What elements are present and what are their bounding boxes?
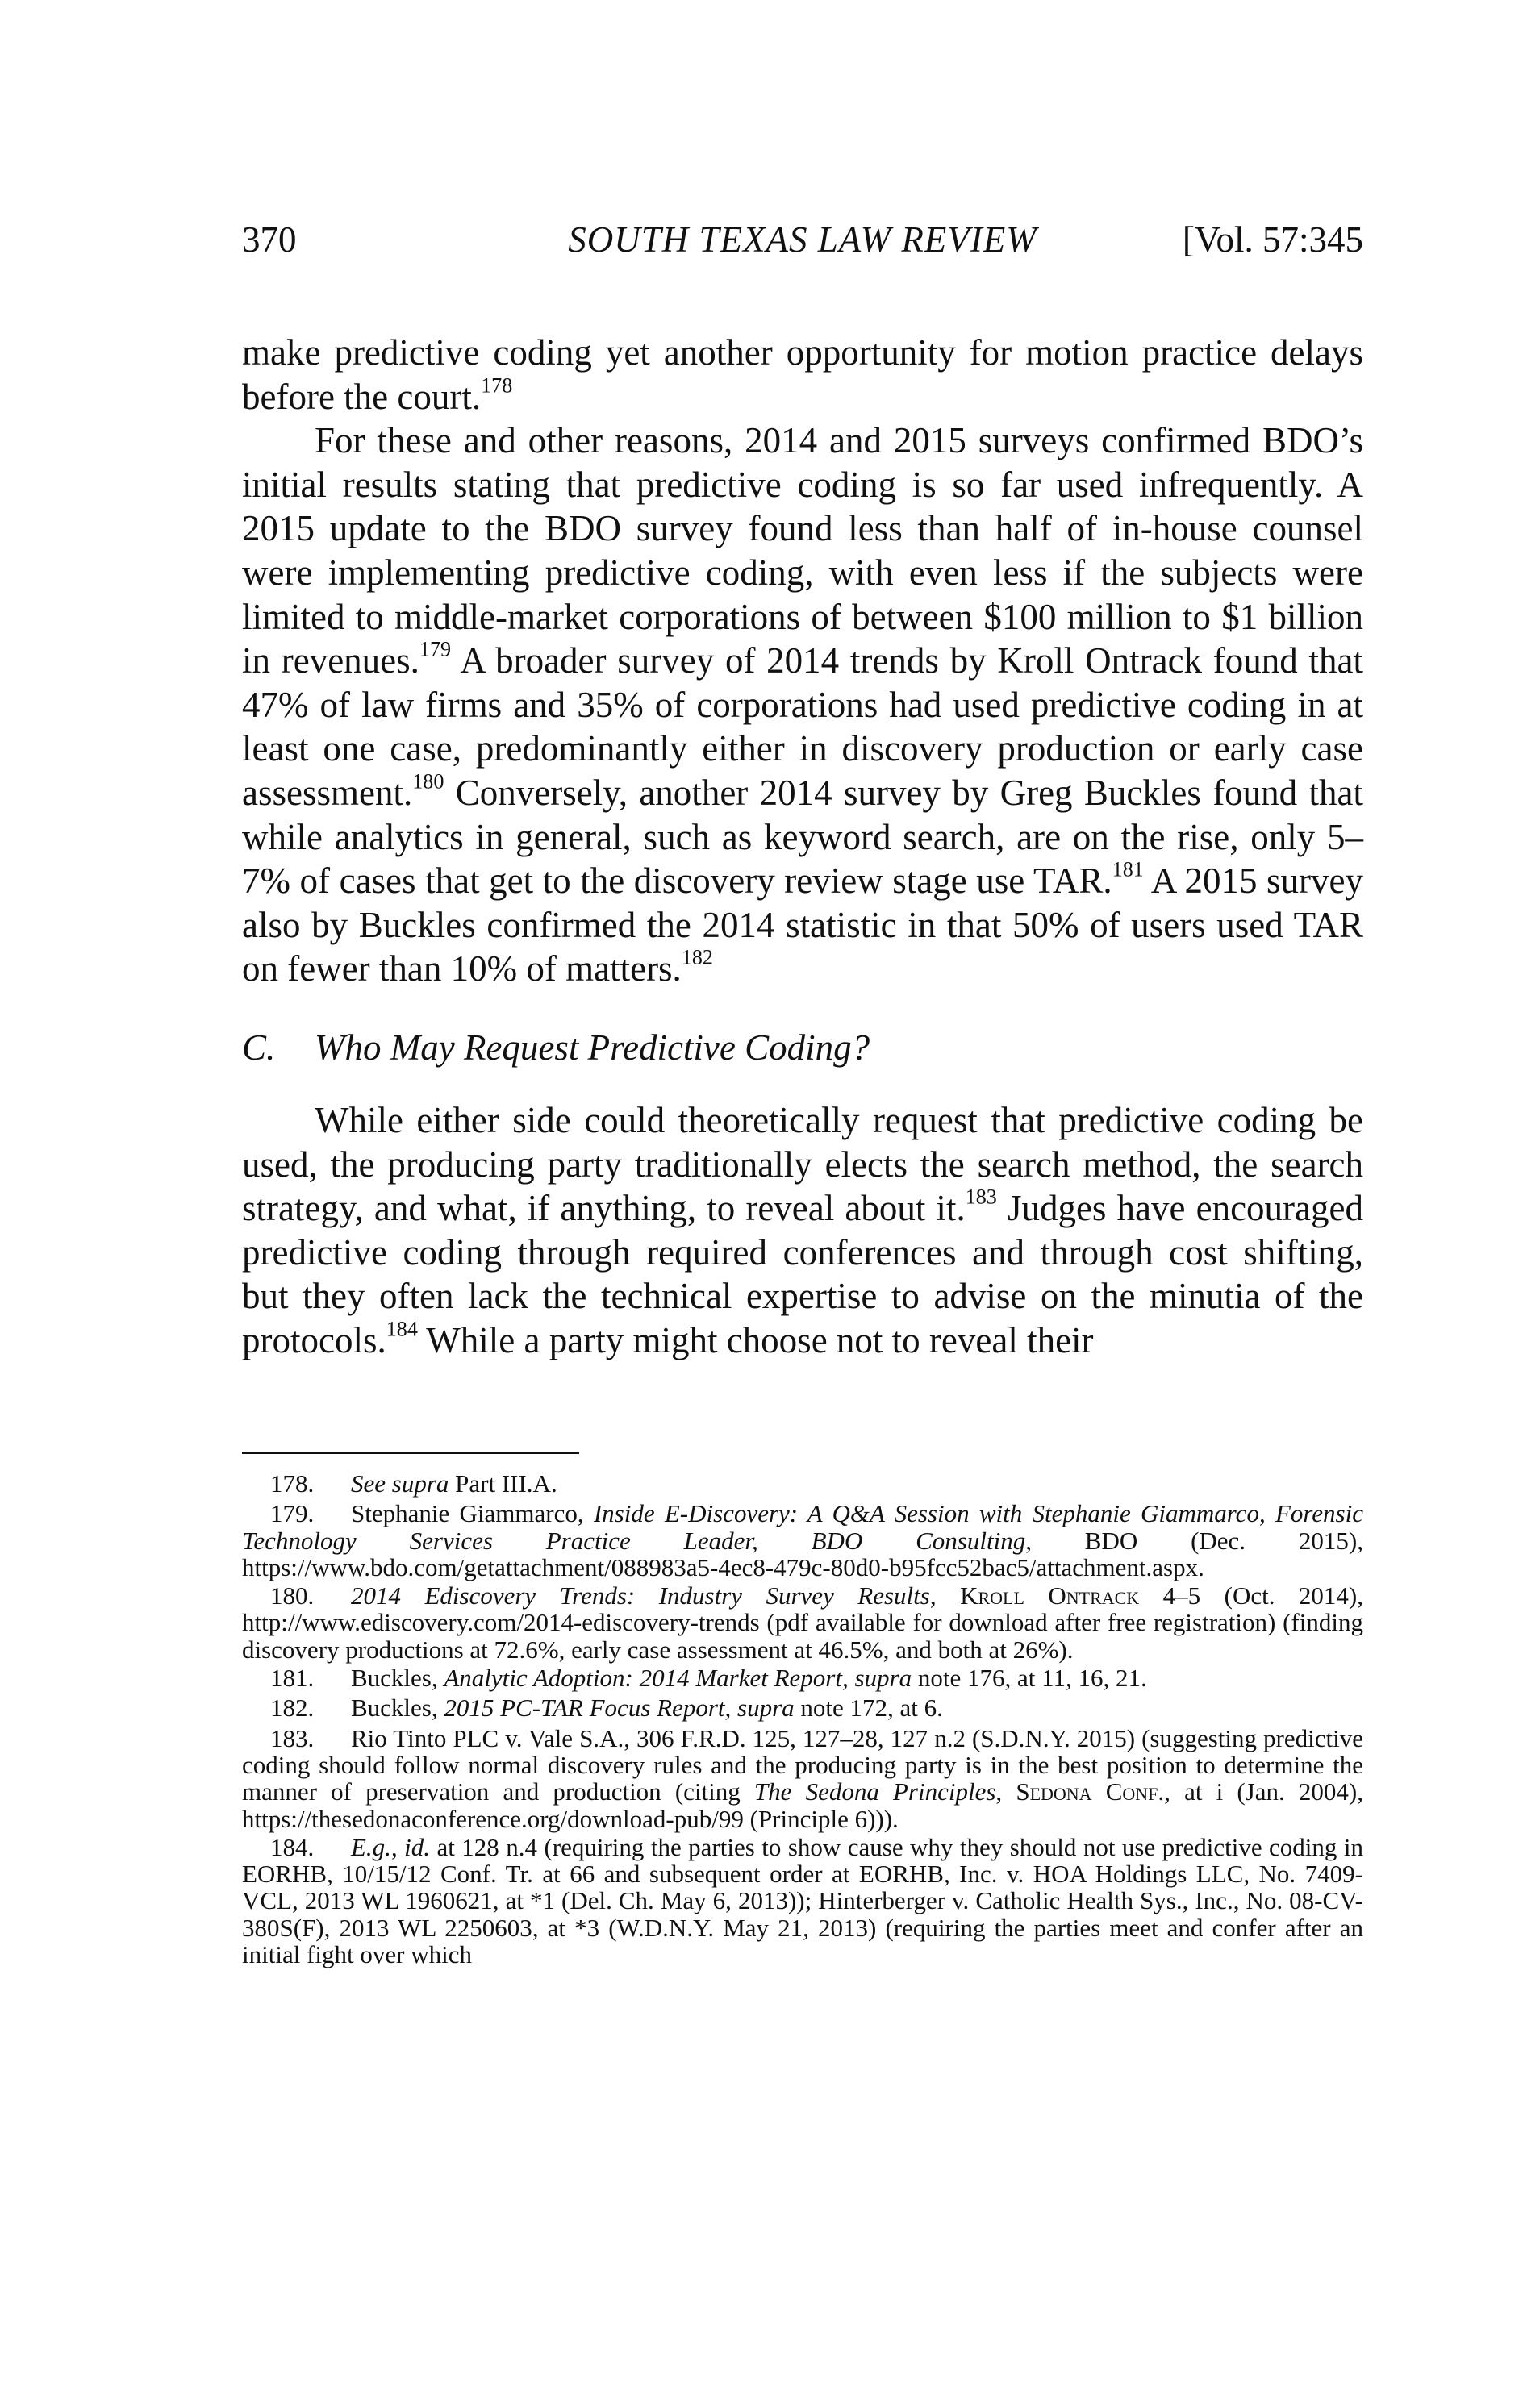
footnote-number: 183. bbox=[270, 1723, 315, 1752]
paragraph-continuation: make predictive coding yet another opportunity for motion practice delays before the court.$^{178}$ bbox=[242, 332, 1363, 417]
footnote-184: 184. E.g., id. at 128 n.4 (requiring the parties to show cause why they should not use predictive coding in EORHB, 10/15/12 Conf. Tr. at 66 and subsequent order at EORHB, Inc. v. HOA Holdings LLC, No. 7409-VCL, 2013 WL 1960621, at *1 (Del. Ch. May 6, 2013)); Hinterberger v. Catholic Health Sys., Inc., No. 08-CV-380S(F), 2013 WL 2250603, at *3 (W.D.N.Y. May 21, 2013) (requiring the parties meet and confer after an initial fight over which bbox=[242, 1832, 1363, 1969]
paragraph-surveys: For these and other reasons, 2014 and 2015 surveys confirmed BDO’s initial results stating that predictive coding is so far used infrequently. A 2015 update to the BDO survey found less than half of in-house counsel were implementing predictive coding, with even less if the subjects were limited to middle-market corporations of between $100 million to $1 billion in revenues.$^{179}$ A broader survey of 2014 trends by Kroll Ontrack found that 47% of law firms and 35% of corporations had used predictive coding in at least one case, predominantly either in discovery production or early case assessment.$^{180}$ Conversely, another 2014 survey by Greg Buckles found that while analytics in general, such as keyword search, are on the rise, only 5–7% of cases that get to the discovery review stage use TAR.$^{181}$ A 2015 survey also by Buckles confirmed the 2014 statistic in that 50% of users used TAR on fewer than 10% of matters.$^{182}$ bbox=[242, 420, 1364, 989]
footnote-ref[interactable]: 178 bbox=[481, 373, 513, 398]
body-text bbox=[242, 331, 1363, 991]
footnote-ref[interactable]: 179 bbox=[419, 637, 452, 661]
footnote-181: 181. Buckles, Analytic Adoption: 2014 Market Report, supra note 176, at 11, 16, 21. bbox=[270, 1664, 1147, 1693]
section-heading bbox=[242, 1026, 1363, 1069]
footnote-178: 178. See supra Part III.A. bbox=[270, 1469, 557, 1498]
footnote-ref[interactable]: 182 bbox=[681, 945, 713, 969]
footnote-number: 184. bbox=[270, 1832, 315, 1861]
footnote-ref[interactable]: 183 bbox=[965, 1185, 997, 1209]
footnote-ref[interactable]: 184 bbox=[386, 1317, 418, 1341]
footnote-number: 180. bbox=[270, 1581, 315, 1610]
footnote-number: 182. bbox=[270, 1694, 315, 1723]
body-text-section-c bbox=[242, 1098, 1363, 1363]
footnote-number: 181. bbox=[270, 1664, 315, 1693]
footnote-ref[interactable]: 180 bbox=[412, 769, 444, 794]
footnotes bbox=[242, 1470, 1363, 1969]
footnote-180: 180. 2014 Ediscovery Trends: Industry Survey Results, Kroll Ontrack 4–5 (Oct. 2014), http://www.ediscovery.com/2014-ediscovery-trends (pdf available for download after free registration) (finding discovery productions at 72.6%, early case assessment at 46.5%, and both at 26%). bbox=[242, 1581, 1364, 1664]
footnote-ref[interactable]: 181 bbox=[1112, 857, 1144, 881]
paragraph-who-may-request: While either side could theoretically request that predictive coding be used, the producing party traditionally elects the search method, the search strategy, and what, if anything, to reveal about it.$^{183}$ Judges have encouraged predictive coding through required conferences and through cost shifting, but they often lack the technical expertise to advise on the minutia of the protocols.$^{184}$ While a party might choose not to reveal their bbox=[242, 1100, 1363, 1360]
running-header bbox=[242, 211, 1363, 268]
volume-citation: [Vol. 57:345 bbox=[1182, 219, 1363, 260]
footnote-179: 179. Stephanie Giammarco, Inside E-Discovery: A Q&A Session with Stephanie Giammarco, Forensic Technology Services Practice Leader, BDO Consulting, BDO (Dec. 2015), https://www.bdo.com/getattachment/088983a5-4ec8-479c-80d0-b95fcc52bac5/attachment.aspx. bbox=[242, 1499, 1363, 1581]
section-letter: C. bbox=[242, 1027, 276, 1068]
footnote-number: 178. bbox=[270, 1469, 315, 1498]
footnote-divider bbox=[242, 1452, 579, 1454]
footnote-number: 179. bbox=[270, 1499, 315, 1528]
footnote-182: 182. Buckles, 2015 PC-TAR Focus Report, supra note 172, at 6. bbox=[270, 1694, 943, 1723]
section-title: Who May Request Predictive Coding? bbox=[315, 1027, 870, 1068]
journal-title: SOUTH TEXAS LAW REVIEW bbox=[568, 219, 1037, 260]
page-number: 370 bbox=[242, 219, 297, 260]
footnote-183: 183. Rio Tinto PLC v. Vale S.A., 306 F.R.D. 125, 127–28, 127 n.2 (S.D.N.Y. 2015) (suggesting predictive coding should follow normal discovery rules and the producing party is in the best position to determine the manner of preservation and production (citing The Sedona Principles, Sedona Conf., at i (Jan. 2004), https://thesedonaconference.org/download-pub/99 (Principle 6))). bbox=[242, 1723, 1363, 1833]
